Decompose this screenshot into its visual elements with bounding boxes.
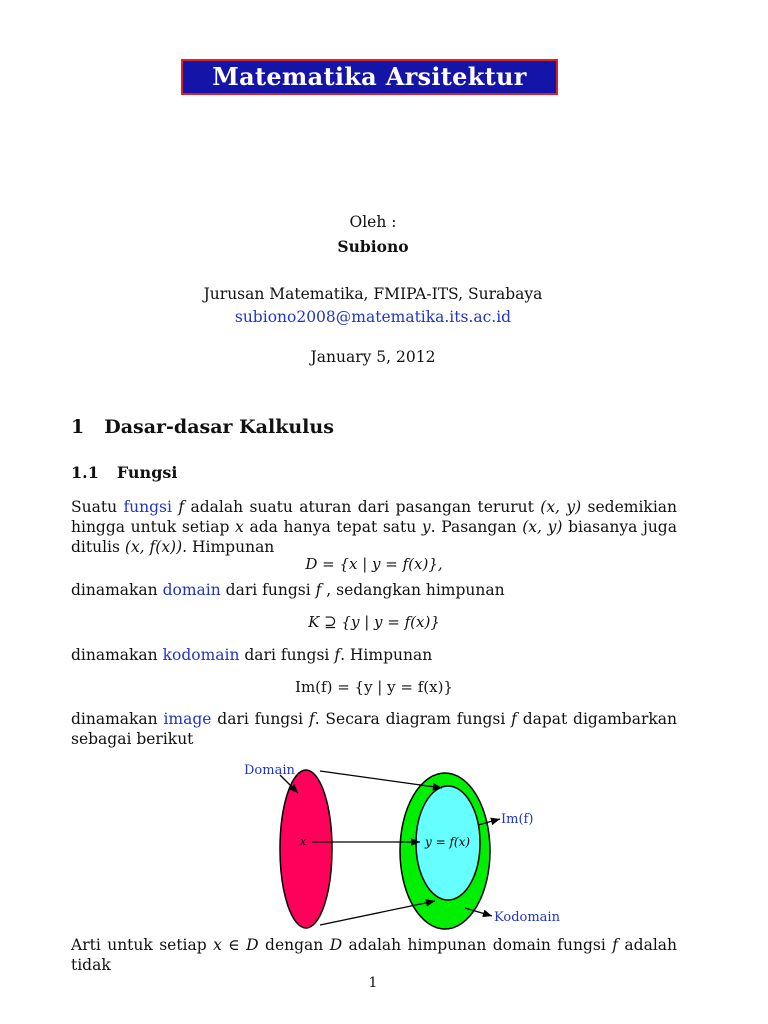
domain-label: Domain: [244, 763, 295, 778]
kodomain-label: Kodomain: [494, 910, 560, 925]
page-number: 1: [368, 975, 378, 991]
author-intro: Oleh :: [349, 213, 397, 231]
equation-domain: D = {x | y = f(x)},: [305, 555, 443, 573]
function-diagram: [230, 755, 570, 935]
y-label: y = f(x): [425, 835, 471, 849]
section-number: 1: [71, 416, 85, 438]
term-fungsi[interactable]: fungsi: [123, 498, 172, 516]
domain-ellipse: [280, 770, 332, 928]
subsection-heading: [71, 463, 177, 482]
paragraph-kodomain: dinamakan kodomain dari fungsi f. Himpunan: [71, 646, 433, 664]
date: January 5, 2012: [310, 348, 436, 366]
subsection-title: Fungsi: [116, 463, 178, 482]
paragraph-image: dinamakan image dari fungsi f. Secara diagram fungsi f dapat digambarkan sebagai berikut: [71, 710, 677, 748]
subsection-number: 1.1: [71, 463, 99, 482]
image-label: Im(f): [501, 812, 534, 827]
x-label: x: [300, 835, 307, 848]
mapping-line-top: [320, 771, 442, 788]
equation-kodomain: K ⊇ {y | y = f(x)}: [308, 613, 440, 631]
section-heading: [71, 416, 334, 438]
term-image[interactable]: image: [163, 710, 212, 728]
term-domain[interactable]: domain: [162, 581, 221, 599]
equation-image: Im(f) = {y | y = f(x)}: [295, 678, 453, 696]
section-title: Dasar-dasar Kalkulus: [104, 416, 334, 438]
paragraph-definition: Suatu fungsi f adalah suatu aturan dari pasangan terurut (x, y) sedemikian hingga untuk setiap x ada hanya tepat satu y. Pasangan (x, y) biasanya juga ditulis (x, f(x)). Himpunan: [71, 498, 677, 556]
paragraph-continuation: Arti untuk setiap x ∈ D dengan D adalah himpunan domain fungsi f adalah tidak: [71, 936, 678, 974]
affiliation: Jurusan Matematika, FMIPA-ITS, Surabaya: [203, 285, 543, 303]
email-link[interactable]: subiono2008@matematika.its.ac.id: [234, 308, 512, 326]
term-kodomain[interactable]: kodomain: [162, 646, 240, 664]
paragraph-domain: dinamakan domain dari fungsi f , sedangkan himpunan: [71, 581, 505, 599]
document-title: Matematika Arsitektur: [181, 59, 558, 95]
author-name: Subiono: [337, 237, 409, 256]
